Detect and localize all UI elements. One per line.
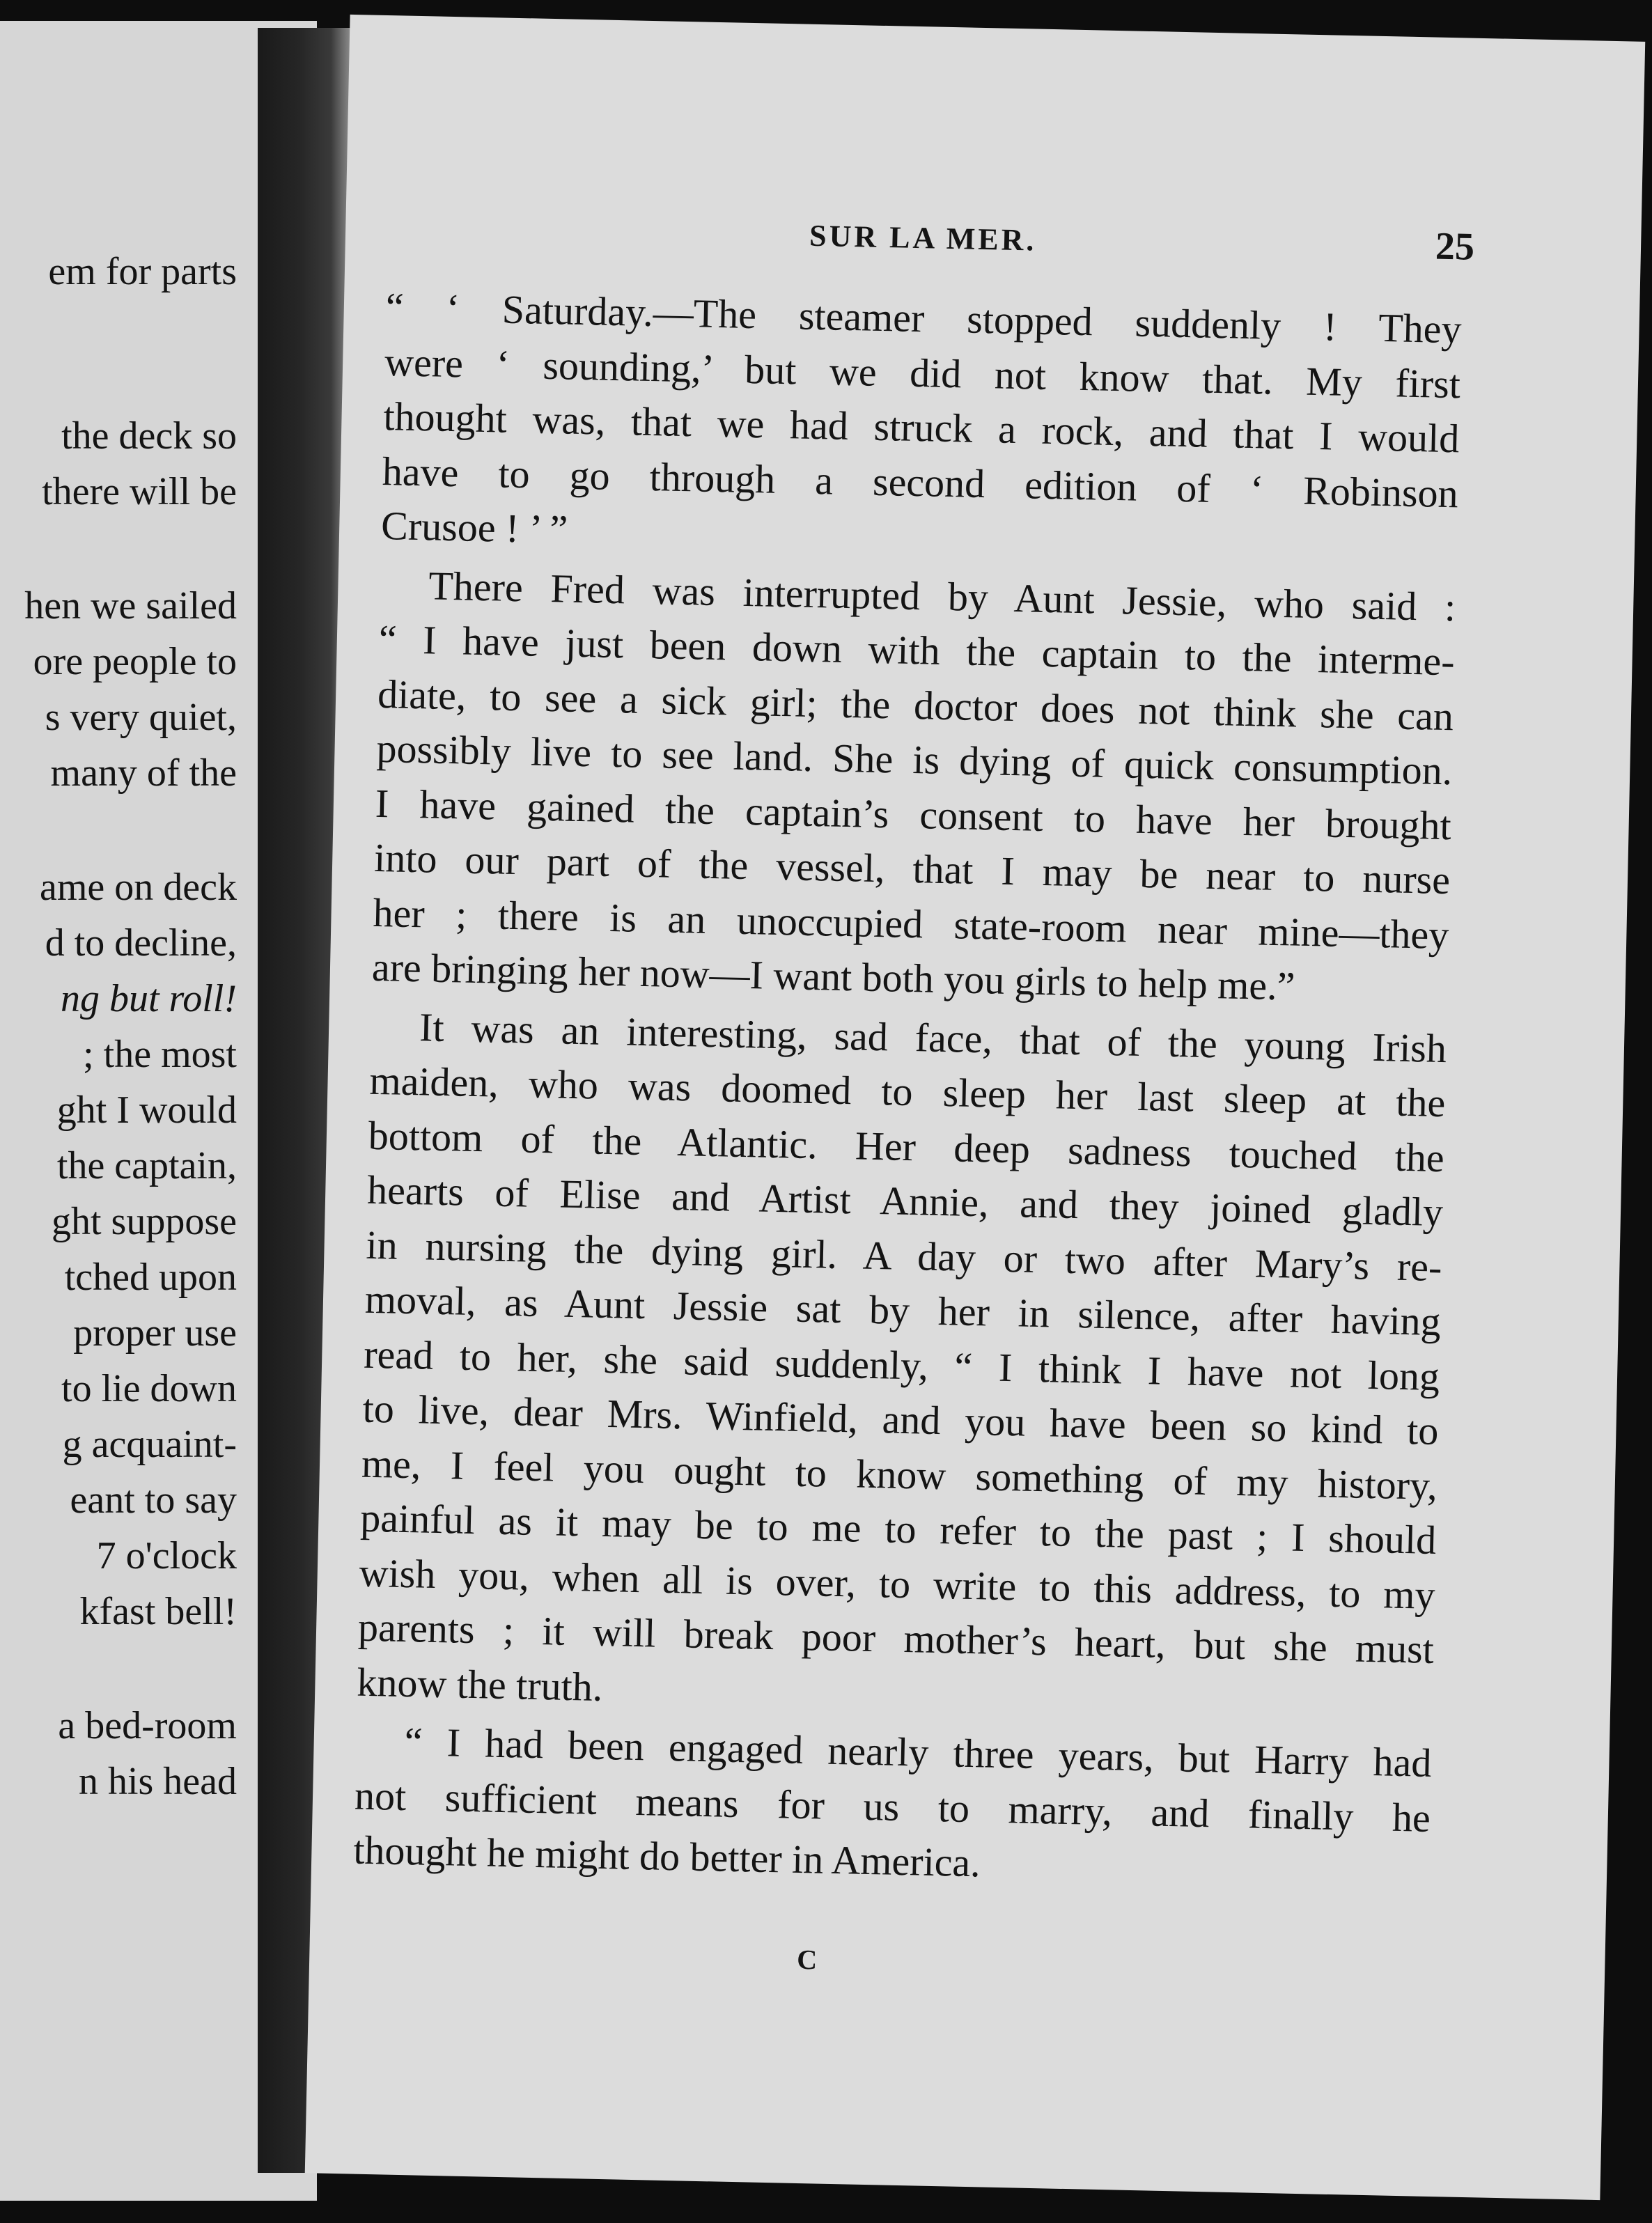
left-page-line: kfast bell! bbox=[79, 1590, 237, 1633]
text-line: bottom of the Atlantic. Her deep sadness touched the bbox=[368, 1112, 1445, 1180]
text-line: I have gained the captain’s consent to have her brought bbox=[375, 780, 1452, 848]
paragraph bbox=[357, 999, 1447, 1732]
text-line: painful as it may be to me to refer to the past ; I should bbox=[359, 1495, 1437, 1563]
left-page-line: d to decline, bbox=[45, 921, 237, 965]
paragraph bbox=[371, 557, 1456, 1017]
left-page-line: g acquaint- bbox=[62, 1423, 237, 1466]
left-page-line: tched upon bbox=[64, 1256, 237, 1299]
left-page-line: to lie down bbox=[61, 1367, 237, 1410]
left-page-line: ght I would bbox=[56, 1089, 237, 1132]
text-line: hearts of Elise and Artist Annie, and they joined gladly bbox=[366, 1167, 1444, 1235]
left-page-line: hen we sailed bbox=[24, 584, 237, 627]
current-page bbox=[305, 15, 1646, 2200]
text-line: are bringing her now—I want both you girls to help me.” bbox=[371, 944, 1296, 1009]
text-line: have to go through a second edition of ‘ Robinson bbox=[382, 448, 1459, 516]
text-line: to live, dear Mrs. Winfield, and you have been so kind to bbox=[362, 1385, 1440, 1454]
text-line: Crusoe ! ’ ” bbox=[380, 502, 568, 552]
text-line: were ‘ sounding,’ but we did not know that. My first bbox=[384, 338, 1461, 407]
text-line: “ I have just been down with the captain to the interme- bbox=[378, 616, 1456, 685]
left-page-line: many of the bbox=[50, 751, 237, 795]
left-page-line: ng but roll! bbox=[60, 977, 237, 1020]
text-line: thought was, that we had struck a rock, and that I would bbox=[382, 393, 1460, 462]
text-line: in nursing the dying girl. A day or two after Mary’s re- bbox=[366, 1222, 1443, 1290]
text-line: me, I feel you ought to know something of my history, bbox=[361, 1440, 1438, 1508]
text-line: moval, as Aunt Jessie sat by her in silence, after having bbox=[364, 1276, 1442, 1345]
text-line: read to her, she said suddenly, “ I think I have not long bbox=[363, 1331, 1440, 1399]
signature-mark: C bbox=[796, 1943, 818, 1976]
text-line: “ I had been engaged nearly three years, but Harry had bbox=[404, 1719, 1433, 1786]
text-line: possibly live to see land. She is dying of quick consumption. bbox=[375, 725, 1453, 794]
left-page-line: there will be bbox=[42, 470, 237, 513]
left-page-line: ght suppose bbox=[52, 1200, 237, 1243]
left-page-line: n his head bbox=[78, 1760, 237, 1803]
body-text bbox=[353, 280, 1463, 1904]
left-page-line: ; the most bbox=[83, 1033, 237, 1076]
paragraph bbox=[353, 1714, 1433, 1901]
running-head: SUR LA MER. bbox=[809, 218, 1037, 258]
left-page-line: a bed-room bbox=[58, 1704, 237, 1747]
text-line: thought he might do better in America. bbox=[352, 1827, 981, 1886]
text-line: It was an interesting, sad face, that of the young Irish bbox=[419, 1004, 1447, 1071]
text-line: “ ‘ Saturday.—The steamer stopped suddenly ! They bbox=[385, 284, 1463, 352]
paragraph bbox=[380, 280, 1462, 576]
text-line: maiden, who was doomed to sleep her last sleep at the bbox=[368, 1057, 1446, 1126]
left-page-line: the captain, bbox=[56, 1144, 237, 1187]
left-page-line: ame on deck bbox=[40, 866, 237, 909]
left-page-line: proper use bbox=[73, 1311, 237, 1355]
text-line: her ; there is an unoccupied state-room near mine—they bbox=[372, 889, 1450, 958]
text-line: know the truth. bbox=[356, 1659, 603, 1710]
text-line: not sufficient means for us to marry, and finally he bbox=[354, 1772, 1431, 1841]
left-page-line: eant to say bbox=[70, 1479, 237, 1522]
left-page-line: 7 o'clock bbox=[96, 1534, 237, 1577]
text-line: parents ; it will break poor mother’s heart, but she must bbox=[357, 1604, 1435, 1672]
text-line: into our part of the vessel, that I may be near to nurse bbox=[373, 834, 1451, 903]
left-page-line: the deck so bbox=[61, 414, 237, 458]
left-page-line: em for parts bbox=[48, 250, 237, 293]
page-number: 25 bbox=[1435, 224, 1475, 269]
text-line: There Fred was interrupted by Aunt Jessie, who said : bbox=[428, 562, 1456, 630]
text-line: diate, to see a sick girl; the doctor does not think she can bbox=[377, 671, 1454, 739]
left-page-line: s very quiet, bbox=[45, 696, 237, 739]
left-page-line: ore people to bbox=[33, 640, 237, 683]
text-line: wish you, when all is over, to write to this address, to my bbox=[359, 1550, 1436, 1618]
